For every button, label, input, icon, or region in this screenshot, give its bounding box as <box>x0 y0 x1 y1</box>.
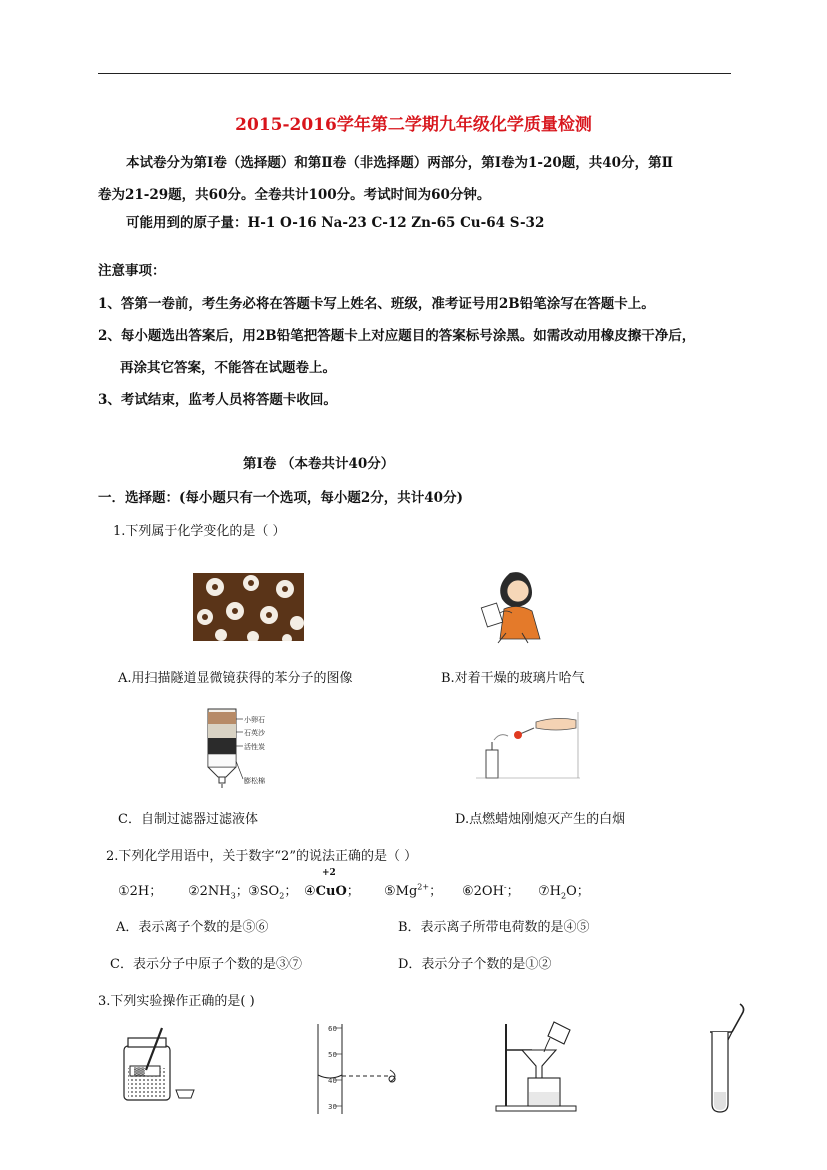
q1-option-c: C．自制过滤器过滤液体 <box>118 812 258 827</box>
test-tube-dropper-illustration <box>700 1002 750 1116</box>
page-title: 2015-2016学年第二学期九年级化学质量检测 <box>235 115 592 135</box>
intro-line-2: 卷为21-29题，共60分。全卷共计100分。考试时间为60分钟。 <box>98 187 491 203</box>
cylinder-tick-60: 60 <box>328 1025 337 1033</box>
filter-label-cotton: 膨松棉 <box>244 777 265 785</box>
q2-formula-1: ①2H； <box>118 884 163 899</box>
section-heading: 一．选择题：(每小题只有一个选项，每小题2分，共计40分) <box>98 490 463 506</box>
girl-breathing-on-glass-illustration <box>470 569 544 645</box>
note-item-2: 2、每小题选出答案后，用2B铅笔把答题卡上对应题目的答案标号涂黑。如需改动用橡皮擦干净后， <box>98 328 696 344</box>
homemade-filter-illustration <box>196 706 282 790</box>
q1-stem: 1.下列属于化学变化的是（ ） <box>113 524 286 539</box>
q2-formula-2: $②2NH_3$； <box>188 884 249 901</box>
note-item-2-cont: 再涂其它答案，不能答在试题卷上。 <box>120 360 336 376</box>
svg-text:▒▒: ▒▒ <box>134 1068 145 1076</box>
q1-option-a: A.用扫描隧道显微镜获得的苯分子的图像 <box>118 671 353 686</box>
graduated-cylinder-reading-illustration <box>312 1020 408 1114</box>
atomic-masses: 可能用到的原子量：H-1 O-16 Na-23 C-12 Zn-65 Cu-64 S-32 <box>126 215 545 231</box>
header-rule <box>98 73 731 74</box>
q2-option-b: B．表示离子所带电荷数的是④⑤ <box>398 920 590 935</box>
part1-heading: 第Ⅰ卷 （本卷共计40分） <box>243 456 395 472</box>
benzene-stm-image <box>193 573 304 641</box>
q1-option-d: D.点燃蜡烛刚熄灭产生的白烟 <box>455 812 626 827</box>
intro-line-1: 本试卷分为第Ⅰ卷（选择题）和第Ⅱ卷（非选择题）两部分，第Ⅰ卷为1-20题，共40分，第Ⅱ <box>126 155 673 171</box>
filter-label-carbon: 活性炭 <box>244 743 265 751</box>
notes-heading: 注意事项： <box>98 263 166 279</box>
q2-formula-3: $③SO_2$； <box>248 884 298 901</box>
q2-formula-5: $⑤Mg^{2+}$； <box>384 882 443 899</box>
q2-option-d: D．表示分子个数的是①② <box>398 957 552 972</box>
q2-option-a: A．表示离子个数的是⑤⑥ <box>116 920 269 935</box>
q2-formula-6: ⑥2OH-； <box>462 882 520 899</box>
extinguished-candle-illustration <box>476 712 580 780</box>
filtration-apparatus-illustration <box>492 1020 580 1112</box>
q2-formula-4-valence: +2 <box>322 868 336 878</box>
q2-formula-4: ④CuO； <box>304 884 360 899</box>
filter-label-sand: 石英沙 <box>244 729 265 737</box>
q2-stem: 2.下列化学用语中，关于数字“2”的说法正确的是（ ） <box>106 849 418 864</box>
cylinder-tick-30: 30 <box>328 1103 337 1111</box>
cylinder-tick-40: 40 <box>328 1077 337 1085</box>
note-item-3: 3、考试结束，监考人员将答题卡收回。 <box>98 392 337 408</box>
q3-stem: 3.下列实验操作正确的是( ) <box>98 994 255 1009</box>
q1-option-b: B.对着干燥的玻璃片哈气 <box>441 671 585 686</box>
filter-label-pebbles: 小卵石 <box>244 716 265 724</box>
q2-formula-7: $⑦H_2O$； <box>538 884 590 901</box>
q2-option-c: C．表示分子中原子个数的是③⑦ <box>110 957 302 972</box>
note-item-1: 1、答第一卷前，考生务必将在答题卡写上姓名、班级，准考证号用2B铅笔涂写在答题卡上。 <box>98 296 655 312</box>
cylinder-tick-50: 50 <box>328 1051 337 1059</box>
reagent-jar-with-spoon-illustration <box>118 1026 200 1102</box>
